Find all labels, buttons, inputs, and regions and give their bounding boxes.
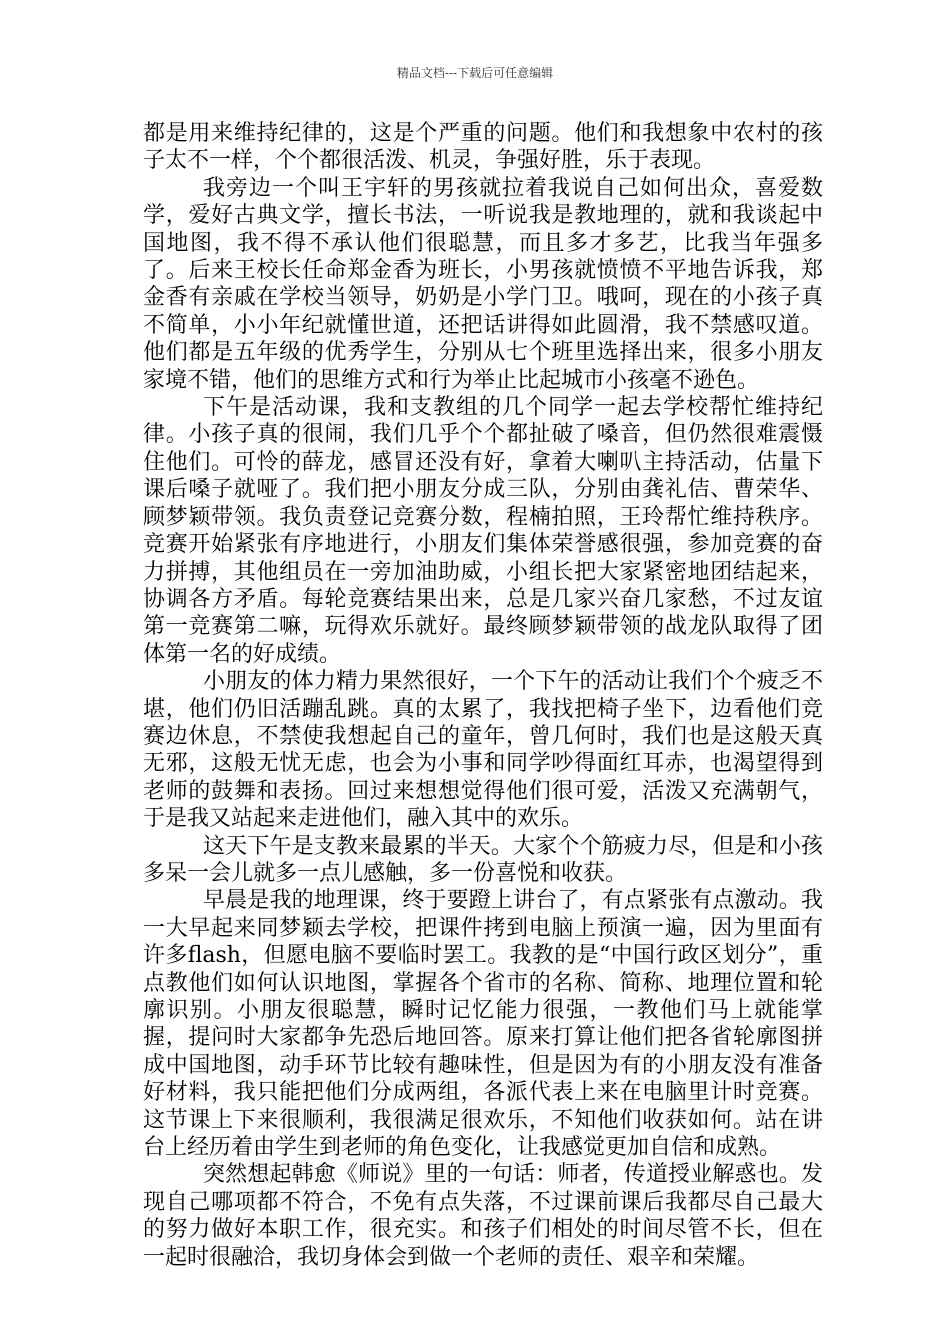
document-body xyxy=(143,120,823,1271)
page-header: 精品文档---下载后可任意编辑 xyxy=(396,66,554,80)
paragraph-6: 早晨是我的地理课，终于要蹬上讲台了，有点紧张有点激动。我一大早起来同梦颖去学校，把课件拷到电脑上预演一遍，因为里面有许多flash，但愿电脑不要临时罢工。我教的是“中国行政区划分”，重点教他们如何认识地图，掌握各个省市的名称、简称、地理位置和轮廓识别。小朋友很聪慧，瞬时记忆能力很强，一教他们马上就能掌握，提问时大家都争先恐后地回答。原来打算让他们把各省轮廓图拼成中国地图，动手环节比较有趣味性，但是因为有的小朋友没有准备好材料，我只能把他们分成两组，各派代表上来在电脑里计时竞赛。这节课上下来很顺利，我很满足很欢乐，不知他们收获如何。站在讲台上经历着由学生到老师的角色变化，让我感觉更加自信和成熟。 xyxy=(143,888,823,1161)
paragraph-3: 下午是活动课，我和支教组的几个同学一起去学校帮忙维持纪律。小孩子真的很闹，我们几乎个个都扯破了嗓音，但仍然很难震慑住他们。可怜的薛龙，感冒还没有好，拿着大喇叭主持活动，估量下课后嗓子就哑了。我们把小朋友分成三队，分别由龚礼佶、曹荣华、顾梦颖带领。我负责登记竞赛分数，程楠拍照，王玲帮忙维持秩序。竞赛开始紧张有序地进行，小朋友们集体荣誉感很强，参加竞赛的奋力拼搏，其他组员在一旁加油助威，小组长把大家紧密地团结起来，协调各方矛盾。每轮竞赛结果出来，总是几家兴奋几家愁，不过友谊第一竞赛第二嘛，玩得欢乐就好。最终顾梦颖带领的战龙队取得了团体第一名的好成绩。 xyxy=(143,395,823,667)
paragraph-1: 都是用来维持纪律的，这是个严重的问题。他们和我想象中农村的孩子太不一样，个个都很活泼、机灵，争强好胜，乐于表现。 xyxy=(143,121,823,174)
paragraph-5: 这天下午是支教来最累的半天。大家个个筋疲力尽，但是和小孩多呆一会儿就多一点儿感触，多一份喜悦和收获。 xyxy=(143,833,823,886)
paragraph-2: 我旁边一个叫王宇轩的男孩就拉着我说自己如何出众，喜爱数学，爱好古典文学，擅长书法，一听说我是教地理的，就和我谈起中国地图，我不得不承认他们很聪慧，而且多才多艺，比我当年强多了。后来王校长任命郑金香为班长，小男孩就愤愤不平地告诉我，郑金香有亲戚在学校当领导，奶奶是小学门卫。哦呵，现在的小孩子真不简单，小小年纪就懂世道，还把话讲得如此圆滑，我不禁感叹道。他们都是五年级的优秀学生，分别从七个班里选择出来，很多小朋友家境不错，他们的思维方式和行为举止比起城市小孩毫不逊色。 xyxy=(143,175,823,393)
paragraph-7: 突然想起韩愈《师说》里的一句话：师者，传道授业解惑也。发现自己哪项都不符合，不免有点失落，不过课前课后我都尽自己最大的努力做好本职工作，很充实。和孩子们相处的时间尽管不长，但在一起时很融洽，我切身体会到做一个老师的责任、艰辛和荣耀。 xyxy=(143,1162,823,1270)
paragraph-4: 小朋友的体力精力果然很好，一个下午的活动让我们个个疲乏不堪，他们仍旧活蹦乱跳。真的太累了，我找把椅子坐下，边看他们竞赛边休息，不禁使我想起自己的童年，曾几何时，我们也是这般天真无邪，这般无忧无虑，也会为小事和同学吵得面红耳赤，也渴望得到老师的鼓舞和表扬。回过来想想觉得他们很可爱，活泼又充满朝气，于是我又站起来走进他们，融入其中的欢乐。 xyxy=(143,669,823,832)
